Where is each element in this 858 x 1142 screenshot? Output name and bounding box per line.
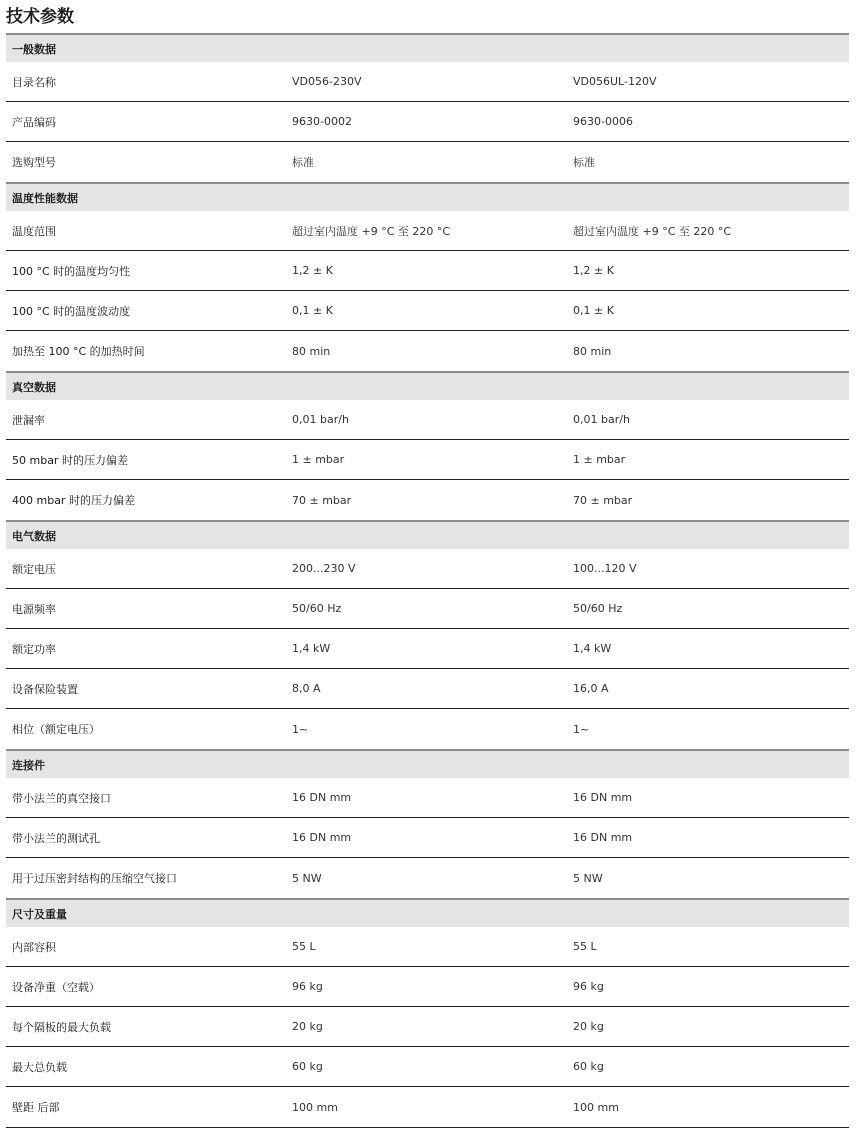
spec-value-model-1: 50/60 Hz: [292, 602, 342, 615]
spec-row: [6, 1007, 849, 1047]
spec-row: [6, 1047, 849, 1087]
spec-value-model-2: 1~: [573, 722, 590, 736]
spec-value-model-1: 标准: [292, 156, 314, 169]
spec-value-model-1: 16 DN mm: [292, 791, 352, 804]
spec-row: [6, 858, 849, 898]
spec-value-model-2: 标准: [573, 156, 595, 169]
section-header: 一般数据: [6, 33, 849, 62]
spec-label: 额定电压: [12, 562, 56, 576]
spec-value-model-1: 1,2 ± K: [292, 264, 333, 277]
spec-value-model-1: 8,0 A: [292, 682, 321, 695]
spec-label: 目录名称: [12, 75, 56, 89]
spec-label: 产品编码: [12, 115, 56, 129]
spec-value-model-1: 超过室内温度 +9 °C 至 220 °C: [292, 224, 451, 238]
spec-label: 设备保险装置: [12, 682, 78, 696]
spec-row: [6, 927, 849, 967]
spec-row: [6, 440, 849, 480]
spec-value-model-1: 1,4 kW: [292, 642, 331, 655]
spec-value-model-1: 5 NW: [292, 871, 322, 885]
spec-row: [6, 669, 849, 709]
spec-row: [6, 142, 849, 182]
spec-row: [6, 629, 849, 669]
spec-row: [6, 778, 849, 818]
spec-label: 加热至 100 °C 的加热时间: [12, 345, 145, 358]
spec-row: [6, 480, 849, 520]
spec-label: 用于过压密封结构的压缩空气接口: [12, 872, 177, 885]
spec-value-model-2: 100 mm: [573, 1100, 619, 1114]
spec-row: [6, 331, 849, 371]
spec-value-model-1: 1~: [292, 722, 309, 736]
spec-value-model-1: 0,01 bar/h: [292, 413, 349, 426]
spec-value-model-2: VD056UL-120V: [573, 75, 657, 88]
spec-value-model-2: 1,2 ± K: [573, 264, 614, 277]
spec-row: [6, 709, 849, 749]
section-header: 电气数据: [6, 520, 849, 549]
spec-value-model-2: 9630-0006: [573, 115, 633, 128]
spec-label: 内部容积: [12, 940, 56, 954]
spec-row: [6, 62, 849, 102]
spec-value-model-2: 16,0 A: [573, 682, 609, 695]
spec-value-model-2: 70 ± mbar: [573, 493, 633, 507]
spec-row: [6, 291, 849, 331]
spec-label: 每个隔板的最大负载: [12, 1020, 111, 1034]
spec-label: 带小法兰的测试孔: [12, 831, 100, 845]
table-bottom-rule: [6, 1127, 849, 1128]
spec-value-model-2: 55 L: [573, 940, 597, 953]
spec-value-model-1: 20 kg: [292, 1020, 323, 1033]
spec-value-model-2: 0,1 ± K: [573, 304, 614, 317]
spec-value-model-1: 200...230 V: [292, 562, 356, 575]
spec-value-model-2: 60 kg: [573, 1060, 604, 1073]
spec-label: 50 mbar 时的压力偏差: [12, 453, 128, 467]
spec-label: 设备净重（空载）: [12, 980, 100, 994]
spec-label: 100 °C 时的温度波动度: [12, 304, 131, 318]
spec-row: [6, 400, 849, 440]
spec-value-model-1: 96 kg: [292, 980, 323, 993]
spec-row: [6, 211, 849, 251]
spec-value-model-2: 1 ± mbar: [573, 453, 626, 466]
spec-value-model-2: 100...120 V: [573, 562, 637, 575]
spec-label: 带小法兰的真空接口: [12, 791, 111, 805]
spec-label: 壁距 后部: [12, 1101, 60, 1114]
spec-value-model-2: 96 kg: [573, 980, 604, 993]
spec-table: [6, 33, 849, 1128]
spec-row: [6, 589, 849, 629]
spec-value-model-2: 16 DN mm: [573, 791, 633, 804]
spec-value-model-1: 16 DN mm: [292, 831, 352, 844]
spec-value-model-2: 超过室内温度 +9 °C 至 220 °C: [573, 224, 732, 238]
spec-value-model-1: VD056-230V: [292, 75, 362, 88]
spec-row: [6, 967, 849, 1007]
spec-label: 100 °C 时的温度均匀性: [12, 264, 131, 278]
spec-value-model-1: 100 mm: [292, 1100, 338, 1114]
spec-value-model-2: 80 min: [573, 344, 612, 358]
spec-value-model-2: 5 NW: [573, 871, 603, 885]
spec-value-model-1: 1 ± mbar: [292, 453, 345, 466]
section-header: 尺寸及重量: [6, 898, 849, 927]
spec-value-model-1: 60 kg: [292, 1060, 323, 1073]
spec-label: 额定功率: [12, 642, 56, 656]
spec-label: 选购型号: [12, 156, 56, 169]
spec-label: 相位（额定电压）: [12, 723, 100, 736]
section-header: 真空数据: [6, 371, 849, 400]
spec-row: [6, 1087, 849, 1127]
spec-value-model-1: 55 L: [292, 940, 316, 953]
spec-label: 最大总负载: [12, 1060, 67, 1074]
spec-value-model-1: 70 ± mbar: [292, 493, 352, 507]
spec-value-model-2: 16 DN mm: [573, 831, 633, 844]
section-header: 温度性能数据: [6, 182, 849, 211]
spec-value-model-1: 80 min: [292, 344, 331, 358]
page-title: 技术参数: [6, 7, 74, 27]
spec-value-model-2: 0,01 bar/h: [573, 413, 630, 426]
spec-row: [6, 818, 849, 858]
section-header: 连接件: [6, 749, 849, 778]
spec-label: 温度范围: [12, 224, 56, 238]
spec-row: [6, 102, 849, 142]
spec-value-model-1: 9630-0002: [292, 115, 352, 128]
spec-label: 电源频率: [12, 602, 56, 616]
spec-row: [6, 549, 849, 589]
spec-value-model-2: 1,4 kW: [573, 642, 612, 655]
spec-value-model-2: 20 kg: [573, 1020, 604, 1033]
spec-label: 400 mbar 时的压力偏差: [12, 494, 135, 507]
spec-value-model-1: 0,1 ± K: [292, 304, 333, 317]
spec-row: [6, 251, 849, 291]
spec-value-model-2: 50/60 Hz: [573, 602, 623, 615]
spec-label: 泄漏率: [12, 413, 45, 427]
